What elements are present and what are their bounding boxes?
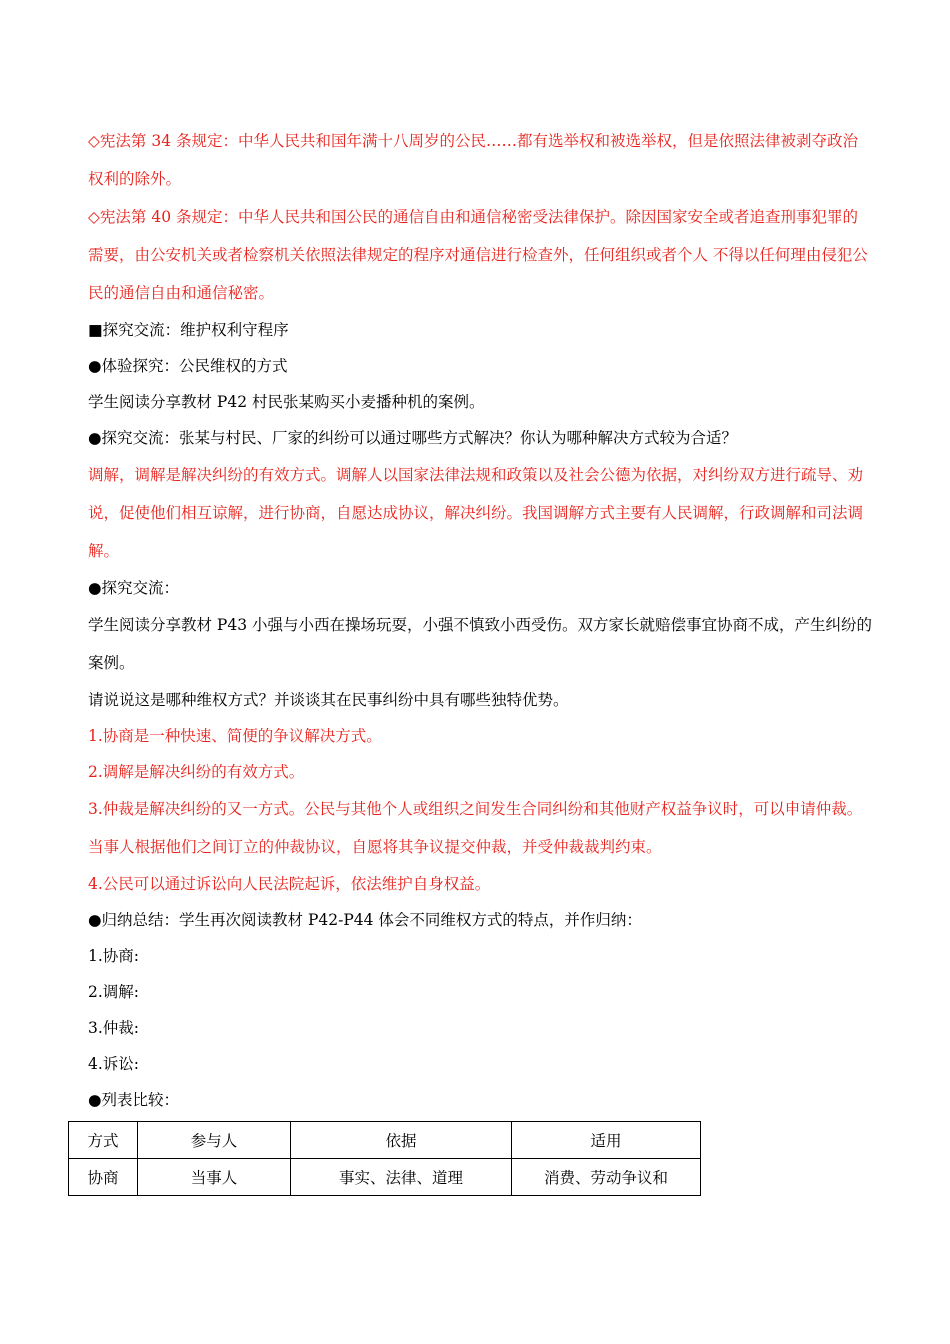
summary-item-1: 1.协商: [88,947,140,965]
section-heading-explore: ■探究交流：维护权利守程序 [88,321,289,339]
answer-item-1: 1.协商是一种快速、简便的争议解决方式。 [88,727,382,745]
table-cell: 消费、劳动争议和 [512,1159,701,1196]
table-row [69,1159,701,1196]
answer-item-2: 2.调解是解决纠纷的有效方式。 [88,763,305,781]
constitution-article-40: ◇宪法第 40 条规定：中华人民共和国公民的通信自由和通信秘密受法律保护。除因国家安全或者追查刑事犯罪的需要，由公安机关或者检察机关依照法律规定的程序对通信进行检查外，任何组织或者个人 不得以任何理由侵犯公民的通信自由和通信秘密。 [88,208,868,302]
reading-task-p43: 学生阅读分享教材 P43 小强与小西在操场玩耍，小强不慎致小西受伤。双方家长就赔偿事宜协商不成，产生纠纷的案例。 [88,616,873,672]
table-header-row [69,1122,701,1159]
summary-item-3: 3.仲裁: [88,1019,140,1037]
summary-item-4: 4.诉讼: [88,1055,140,1073]
discussion-question-2: 请说说这是哪种维权方式？并谈谈其在民事纠纷中具有哪些独特优势。 [88,691,569,709]
answer-mediation: 调解，调解是解决纠纷的有效方式。调解人以国家法律法规和政策以及社会公德为依据，对纠纷双方进行疏导、劝说，促使他们相互谅解，进行协商，自愿达成协议，解决纠纷。我国调解方式主要有人民调解，行政调解和司法调解。 [88,466,864,560]
table-header-cell: 适用 [512,1122,701,1159]
summary-item-2: 2.调解: [88,983,140,1001]
reading-task-p42: 学生阅读分享教材 P42 村民张某购买小麦播种机的案例。 [88,393,485,411]
discussion-heading-2: ●探究交流： [88,579,180,597]
comparison-heading: ●列表比较： [88,1091,180,1109]
table-header-cell: 依据 [291,1122,512,1159]
table-header-cell: 参与人 [138,1122,291,1159]
table-cell: 事实、法律、道理 [291,1159,512,1196]
summary-heading: ●归纳总结：学生再次阅读教材 P42-P44 体会不同维权方式的特点，并作归纳： [88,911,642,929]
answer-item-4: 4.公民可以通过诉讼向人民法院起诉，依法维护自身权益。 [88,875,491,893]
answer-item-3: 3.仲裁是解决纠纷的又一方式。公民与其他个人或组织之间发生合同纠纷和其他财产权益争议时，可以申请仲裁。当事人根据他们之间订立的仲裁协议，自愿将其争议提交仲裁，并受仲裁裁判约束。 [88,800,863,856]
discussion-question-1: ●探究交流：张某与村民、厂家的纠纷可以通过哪些方式解决？你认为哪种解决方式较为合适？ [88,429,738,447]
experience-explore-heading: ●体验探究：公民维权的方式 [88,357,288,375]
table-cell: 协商 [69,1159,138,1196]
comparison-table [68,1121,701,1196]
document-body [88,122,873,1118]
table-header-cell: 方式 [69,1122,138,1159]
table-cell: 当事人 [138,1159,291,1196]
constitution-article-34: ◇宪法第 34 条规定：中华人民共和国年满十八周岁的公民……都有选举权和被选举权，但是依照法律被剥夺政治权利的除外。 [88,132,859,188]
